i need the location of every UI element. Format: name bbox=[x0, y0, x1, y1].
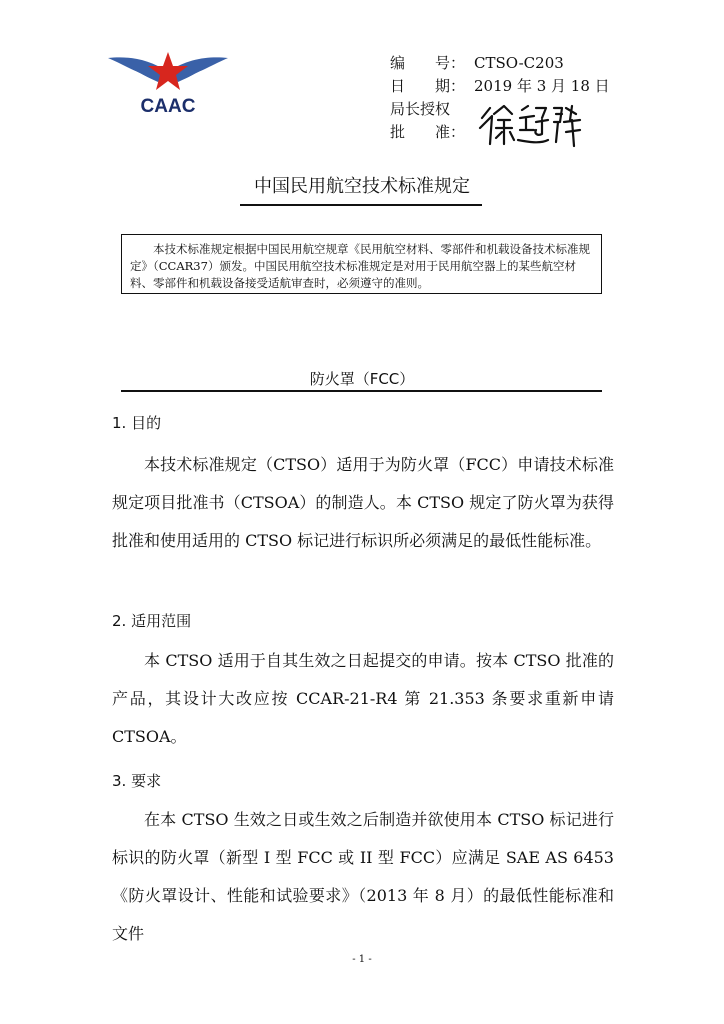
paragraph: 本 CTSO 适用于自其生效之日起提交的申请。按本 CTSO 批准的产品，其设计大改应按 CCAR-21-R4 第 21.353 条要求重新申请 CTSOA。 bbox=[112, 651, 614, 746]
section-body-scope bbox=[112, 642, 614, 756]
standard-subtitle: 防火罩（FCC） bbox=[309, 370, 415, 388]
page-number: - 1 - bbox=[352, 954, 372, 965]
section-heading-scope: 2. 适用范围 bbox=[112, 612, 192, 630]
caac-logo-text: CAAC bbox=[140, 96, 196, 117]
paragraph: 在本 CTSO 生效之日或生效之后制造并欲使用本 CTSO 标记进行标识的防火罩（新型 I 型 FCC 或 II 型 FCC）应满足 SAE AS 6453《防火罩设计、性能和试验要求》（2013 年 8 月）的最低性能标准和文件 bbox=[112, 810, 614, 943]
meta-label: 局长授权 bbox=[390, 100, 451, 118]
document-title: 中国民用航空技术标准规定 bbox=[254, 176, 470, 197]
section-heading-purpose: 1. 目的 bbox=[112, 414, 162, 432]
meta-label: 编 号： bbox=[390, 54, 466, 72]
meta-value: 2019 年 3 月 18 日 bbox=[474, 77, 610, 95]
notice-box bbox=[121, 234, 602, 294]
meta-number bbox=[390, 52, 610, 75]
section-body-purpose bbox=[112, 446, 614, 560]
title-underline bbox=[240, 204, 482, 206]
meta-value: CTSO-C203 bbox=[474, 54, 564, 72]
meta-label: 批 准： bbox=[390, 123, 466, 141]
handwritten-signature bbox=[476, 100, 586, 150]
subtitle-underline bbox=[121, 390, 602, 392]
section-body-requirements bbox=[112, 801, 614, 953]
meta-label: 日 期： bbox=[390, 77, 466, 95]
notice-text: 本技术标准规定根据中国民用航空规章《民用航空材料、零部件和机载设备技术标准规定》（CCAR37）颁发。中国民用航空技术标准规定是对用于民用航空器上的某些航空材料、零部件和机载设备接受适航审查时，必须遵守的准则。 bbox=[130, 242, 590, 290]
paragraph: 本技术标准规定（CTSO）适用于为防火罩（FCC）申请技术标准规定项目批准书（CTSOA）的制造人。本 CTSO 规定了防火罩为获得批准和使用适用的 CTSO 标记进行标识所必须满足的最低性能标准。 bbox=[112, 455, 614, 550]
meta-date bbox=[390, 75, 610, 98]
section-heading-requirements: 3. 要求 bbox=[112, 772, 162, 790]
caac-logo bbox=[108, 50, 228, 122]
